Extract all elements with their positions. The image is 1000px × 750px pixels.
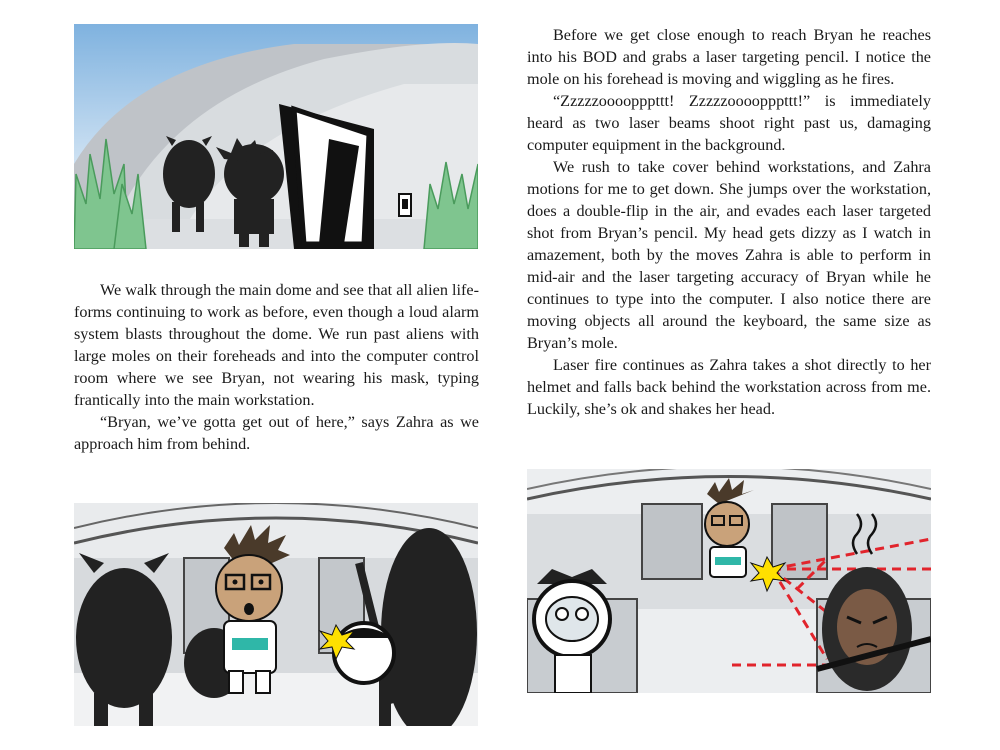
round-robot-icon <box>334 623 394 683</box>
bryan-character <box>705 478 754 577</box>
left-text-column <box>74 279 479 455</box>
paragraph: “Bryan, we’ve gotta get out of here,” says Zahra as we approach him from behind. <box>74 413 479 453</box>
illustration-dome-entrance <box>74 24 478 249</box>
paragraph: Laser fire continues as Zahra takes a shot directly to her helmet and falls back behind the workstation across from me. Luckily, she’s ok and shakes her head. <box>527 356 931 418</box>
paragraph: Before we get close enough to reach Bryan he reaches into his BOD and grabs a laser targeting pencil. I notice the mole on his forehead is moving and wiggling as he fires. <box>527 26 931 88</box>
right-text-column <box>527 24 931 420</box>
illustration-bryan-workstation <box>74 503 478 726</box>
illustration-laser-fight <box>527 469 931 693</box>
paragraph: We rush to take cover behind workstations, and Zahra motions for me to get down. She jumps over the workstation, does a double-flip in the air, and evades each laser targeted shot from Bryan’s pencil. My head gets dizzy as I watch in amazement, both by the moves Zahra is able to perform in mid-air and the laser targeting accuracy of Bryan while he continues to type into the computer. I also notice there are moving objects all around the keyboard, the same size as Bryan’s mole. <box>527 158 931 352</box>
paragraph: “Zzzzzoooopppttt! Zzzzzoooopppttt!” is immediately heard as two laser beams shoot right past us, damaging computer equipment in the background. <box>527 92 931 154</box>
paragraph: We walk through the main dome and see that all alien life-forms continuing to work as before, even though a loud alarm system blasts throughout the dome. We run past aliens with large moles on their foreheads and into the computer control room where we see Bryan, not wearing his mask, typing frantically into the main workstation. <box>74 281 479 409</box>
